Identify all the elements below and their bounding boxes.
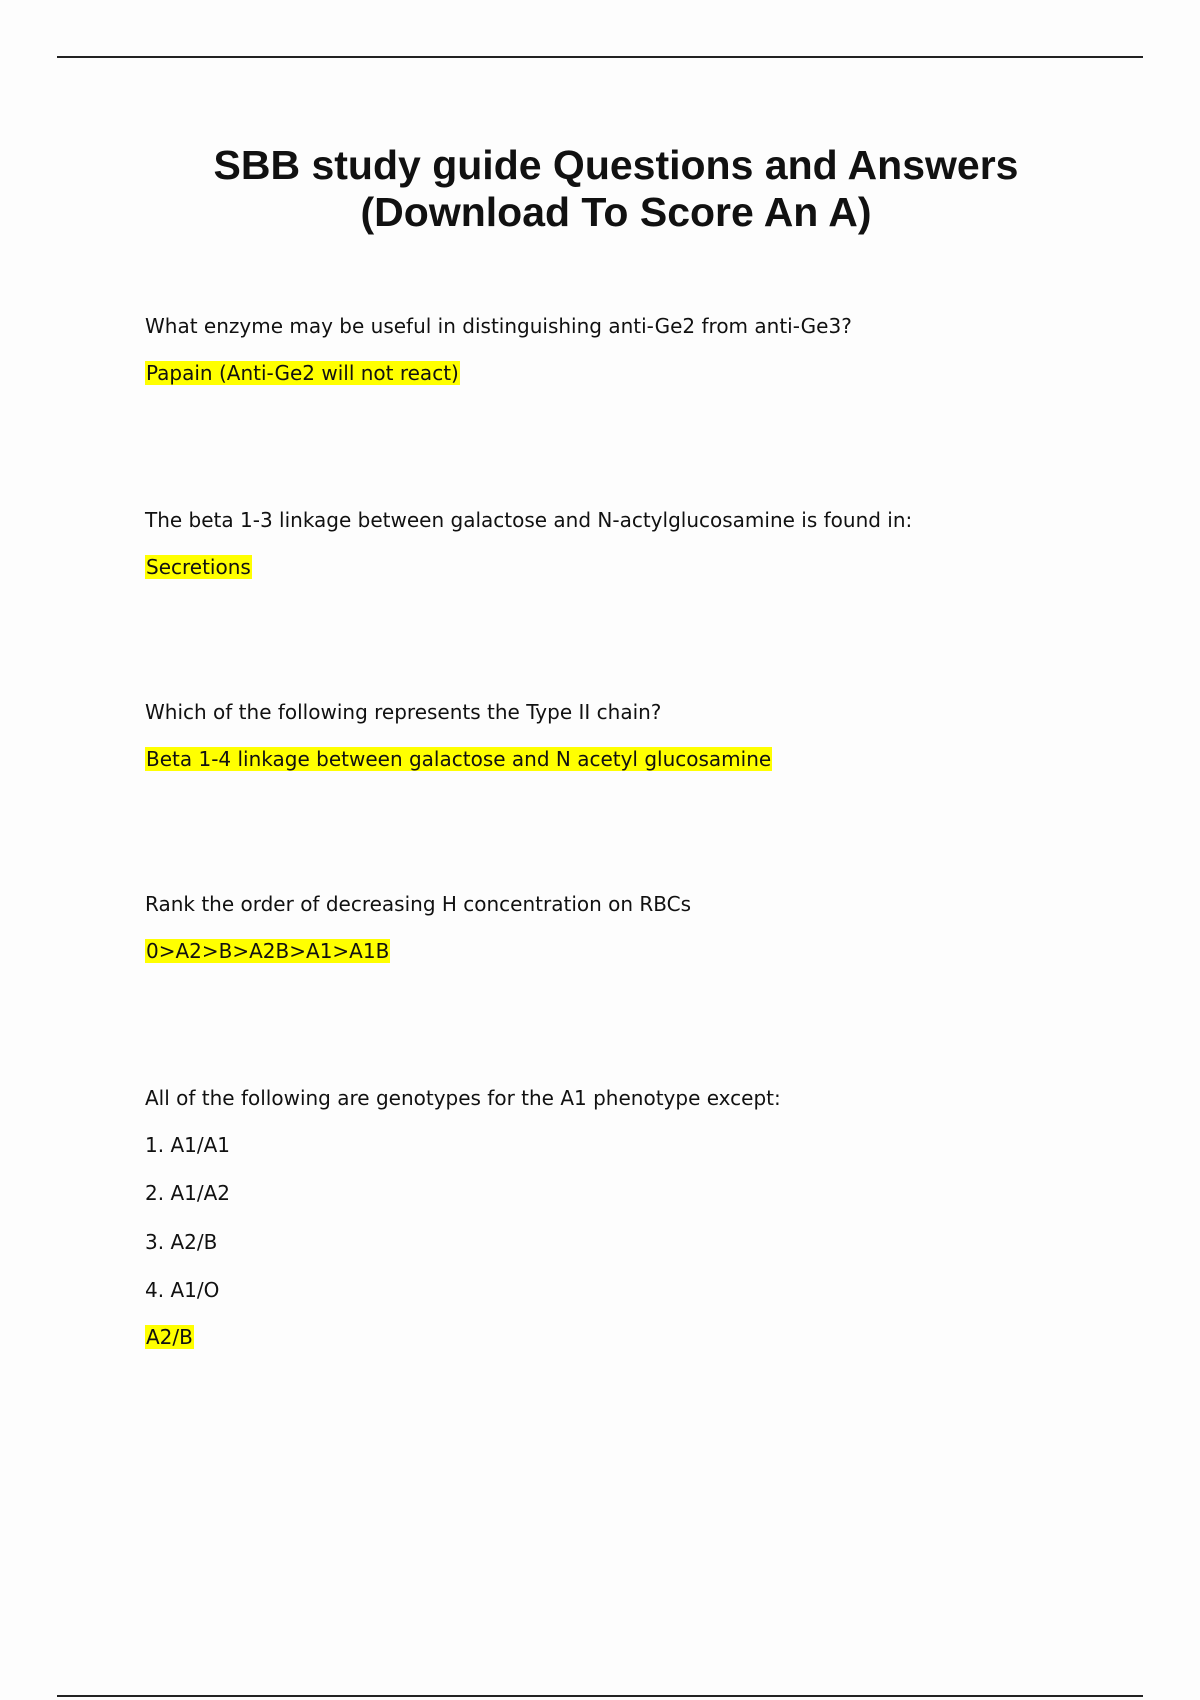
answer-line <box>145 746 772 773</box>
option-item: 4. A1/O <box>145 1278 220 1302</box>
option-item: 2. A1/A2 <box>145 1181 230 1205</box>
page-title <box>0 142 1200 236</box>
answer-line <box>145 360 460 387</box>
answer-highlight: Papain (Anti-Ge2 will not react) <box>146 361 459 385</box>
answer-line <box>145 1324 194 1351</box>
title-line-2: (Download To Score An A) <box>360 189 872 235</box>
answer-line <box>145 938 390 965</box>
bottom-rule <box>57 1695 1143 1697</box>
answer-line <box>145 554 252 581</box>
answer-highlight: Beta 1-4 linkage between galactose and N acetyl glucosamine <box>146 747 772 771</box>
option-item: 1. A1/A1 <box>145 1133 230 1157</box>
option-item: 3. A2/B <box>145 1230 218 1254</box>
question-text: The beta 1-3 linkage between galactose and N-actylglucosamine is found in: <box>145 508 913 532</box>
answer-highlight: Secretions <box>146 555 251 579</box>
top-rule <box>57 56 1143 58</box>
answer-highlight: 0>A2>B>A2B>A1>A1B <box>146 939 390 963</box>
answer-highlight: A2/B <box>146 1325 193 1349</box>
question-text: All of the following are genotypes for the A1 phenotype except: <box>145 1086 781 1110</box>
question-text: What enzyme may be useful in distinguishing anti-Ge2 from anti-Ge3? <box>145 314 852 338</box>
question-text: Rank the order of decreasing H concentration on RBCs <box>145 892 692 916</box>
title-line-1: SBB study guide Questions and Answers <box>213 142 1019 188</box>
question-text: Which of the following represents the Type II chain? <box>145 700 662 724</box>
